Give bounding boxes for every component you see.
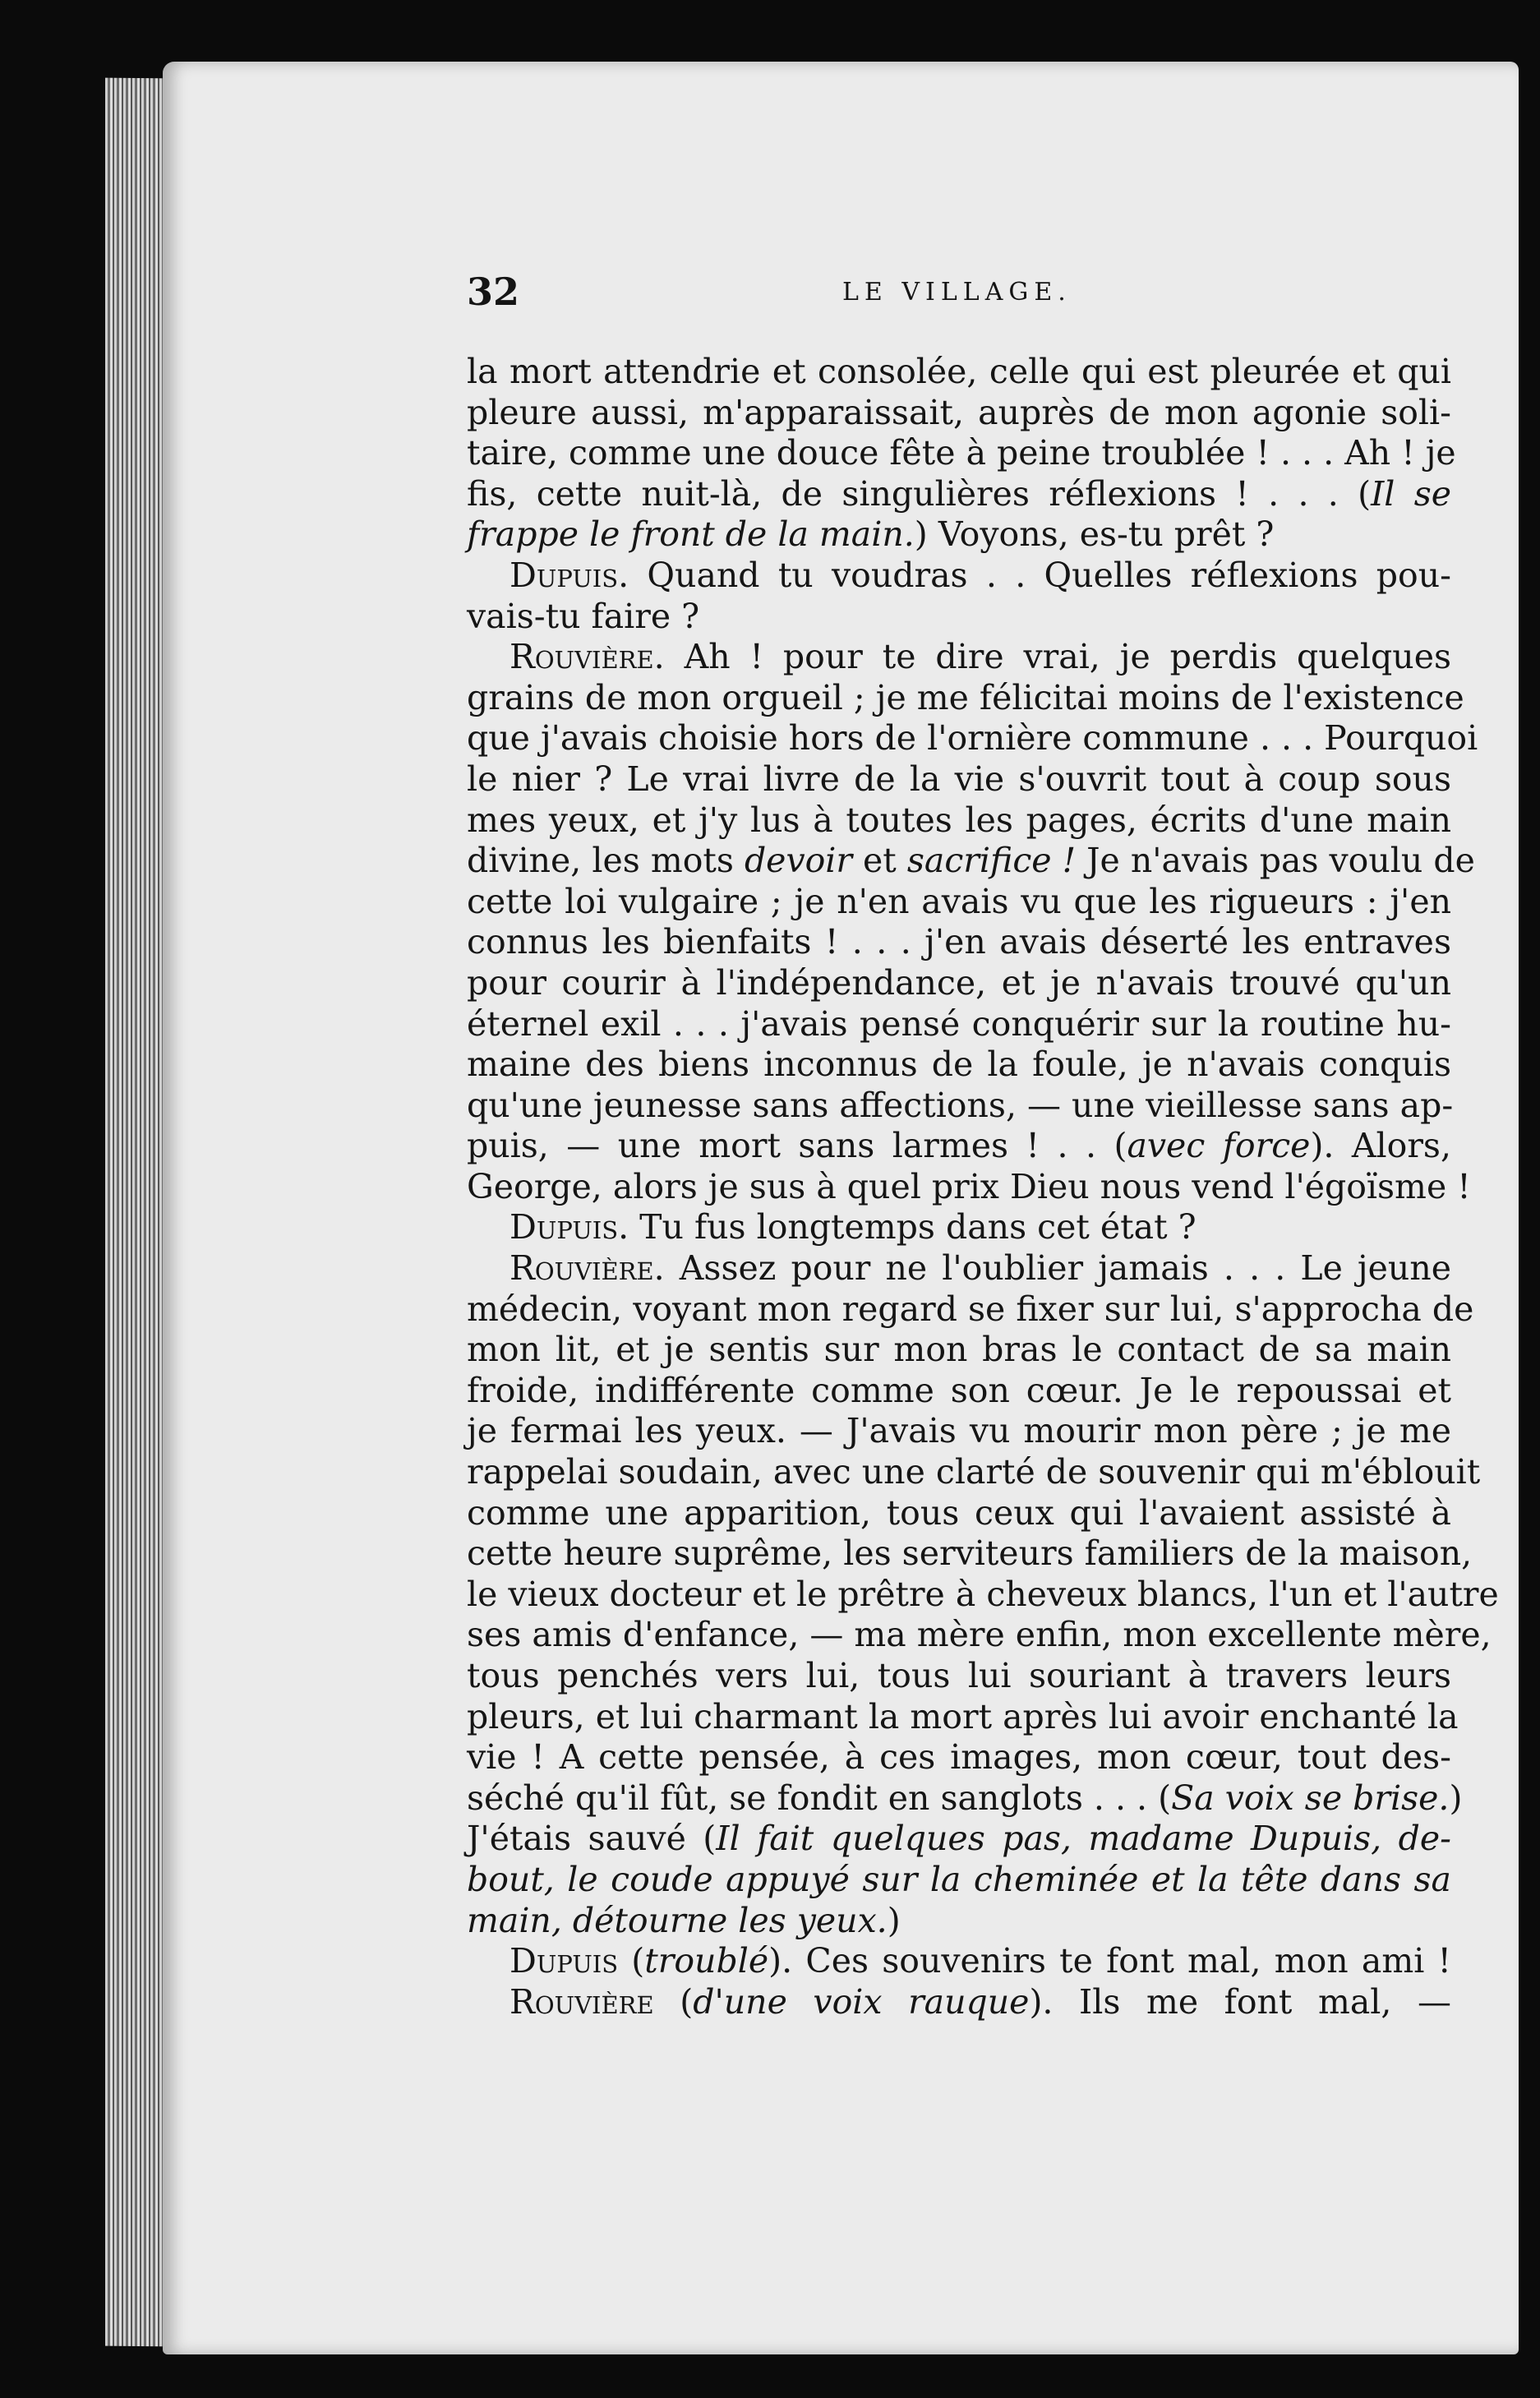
text-span: froide, indifférente comme son cœur. Je le repoussai et — [467, 1370, 1451, 1410]
stage-direction: frappe le front de la main. — [467, 514, 915, 555]
stage-direction: Sa voix se brise. — [1171, 1778, 1450, 1818]
stage-direction: d'une voix rauque — [693, 1981, 1030, 2022]
page-edges — [105, 78, 171, 2347]
text-span: ) Voyons, es-tu prêt ? — [914, 514, 1275, 555]
text-span: ). Ils me font mal, — — [1029, 1981, 1452, 2022]
text-span: qu'une jeunesse sans affections, — une vieillesse sans ap- — [467, 1085, 1454, 1125]
text-line — [467, 474, 1451, 515]
text-line — [467, 1004, 1451, 1045]
text-line — [467, 514, 1451, 556]
speaker-name: Dupuis. — [509, 1207, 629, 1247]
text-line — [467, 1085, 1454, 1127]
text-line — [467, 433, 1456, 474]
speaker-name: Dupuis — [509, 1941, 619, 1981]
text-line — [467, 1982, 1451, 2023]
text-span: je fermai les yeux. — J'avais vu mourir mon père ; je me — [467, 1411, 1451, 1451]
stage-direction: troublé — [644, 1941, 769, 1981]
text-span: ). Alors, — [1310, 1126, 1451, 1166]
running-title: LE VILLAGE. — [842, 278, 1072, 307]
text-line — [467, 637, 1451, 678]
text-line — [467, 1778, 1463, 1819]
stage-direction: devoir — [744, 841, 853, 881]
text-line — [467, 1656, 1451, 1697]
text-span: pour courir à l'indépendance, et je n'avais trouvé qu'un — [467, 962, 1451, 1003]
text-span: la mort attendrie et consolée, celle qui est pleurée et qui — [467, 352, 1451, 391]
text-span: séché qu'il fût, se fondit en sanglots . . . ( — [467, 1778, 1172, 1818]
text-line — [467, 1696, 1459, 1738]
stage-direction: main, détourne les yeux. — [467, 1900, 888, 1940]
text-span: Je n'avais pas voulu de — [1076, 841, 1475, 881]
text-span: Ah ! pour te dire vrai, je perdis quelques — [664, 637, 1451, 677]
text-line — [467, 963, 1451, 1004]
speaker-name: Rouvière — [509, 1981, 654, 2022]
text-line — [467, 759, 1451, 800]
text-span: Assez pour ne l'oublier jamais . . . Le jeune — [664, 1248, 1451, 1289]
text-line — [467, 1941, 1451, 1982]
text-span: éternel exil . . . j'avais pensé conquérir sur la routine hu- — [467, 1003, 1451, 1044]
text-span: vie ! A cette pensée, à ces images, mon cœur, tout des- — [467, 1737, 1451, 1778]
text-span: puis, — une mort sans larmes ! . . ( — [467, 1126, 1127, 1166]
text-span: le vieux docteur et le prêtre à cheveux blancs, l'un et l'autre — [467, 1574, 1499, 1614]
text-span: comme une apparition, tous ceux qui l'avaient assisté à — [467, 1492, 1451, 1533]
page-number: 32 — [467, 270, 520, 314]
text-line — [467, 1166, 1471, 1208]
text-span: ) — [887, 1900, 901, 1940]
text-line — [467, 841, 1475, 882]
text-line — [467, 352, 1451, 393]
text-span: pleurs, et lui charmant la mort après lui avoir enchanté la — [467, 1696, 1459, 1736]
text-line — [467, 1452, 1481, 1493]
text-span: pleure aussi, m'apparaissait, auprès de mon agonie soli- — [467, 392, 1451, 432]
text-span: ( — [618, 1941, 645, 1981]
text-span: ( — [653, 1981, 694, 2022]
text-line — [467, 597, 1451, 638]
text-span: mes yeux, et j'y lus à toutes les pages, écrits d'une main — [467, 800, 1451, 840]
text-line — [467, 882, 1451, 923]
text-line — [467, 718, 1478, 759]
stage-direction: Il se — [1371, 473, 1451, 514]
text-span: George, alors je sus à quel prix Dieu nous vend l'égoïsme ! — [467, 1166, 1471, 1206]
text-line — [467, 1248, 1451, 1289]
speaker-name: Dupuis. — [509, 555, 629, 595]
text-line — [467, 556, 1451, 597]
text-span: le nier ? Le vrai livre de la vie s'ouvrit tout à coup sous — [467, 759, 1451, 799]
text-span: que j'avais choisie hors de l'ornière commune . . . Pourquoi — [467, 718, 1478, 759]
page-header — [467, 270, 1453, 319]
text-line — [467, 1411, 1451, 1452]
text-span: ). Ces souvenirs te font mal, mon ami ! — [768, 1941, 1452, 1981]
text-span: vais-tu faire ? — [467, 596, 700, 636]
text-span: grains de mon orgueil ; je me félicitai moins de l'existence — [467, 677, 1464, 717]
speaker-name: Rouvière. — [509, 1248, 665, 1289]
text-span: maine des biens inconnus de la foule, je n'avais conquis — [467, 1045, 1451, 1085]
text-span: cette loi vulgaire ; je n'en avais vu que les rigueurs : j'en — [467, 881, 1451, 921]
text-span: taire, comme une douce fête à peine troublée ! . . . Ah ! je — [467, 433, 1456, 473]
text-line — [467, 677, 1464, 719]
text-line — [467, 1615, 1492, 1656]
text-line — [467, 1493, 1451, 1534]
text-line — [467, 922, 1451, 963]
text-span: rappelai soudain, avec une clarté de souvenir qui m'éblouit — [467, 1452, 1481, 1492]
text-span: ) — [1449, 1778, 1463, 1818]
text-span: fis, cette nuit-là, de singulières réflexions ! . . . ( — [467, 473, 1372, 514]
text-line — [467, 1371, 1451, 1412]
stage-direction: sacrifice ! — [906, 841, 1077, 881]
text-line — [467, 393, 1451, 434]
text-span: Tu fus longtemps dans cet état ? — [629, 1207, 1196, 1247]
text-span: ses amis d'enfance, — ma mère enfin, mon excellente mère, — [467, 1615, 1492, 1655]
text-line — [467, 1330, 1451, 1371]
text-span: médecin, voyant mon regard se fixer sur lui, s'approcha de — [467, 1289, 1474, 1329]
text-span: divine, les mots — [467, 841, 745, 881]
text-line — [467, 1737, 1451, 1778]
text-span: Quand tu voudras . . Quelles réflexions pou- — [629, 555, 1451, 595]
text-line — [467, 1819, 1451, 1860]
stage-direction: bout, le coude appuyé sur la cheminée et la tête dans sa — [467, 1859, 1451, 1899]
text-line — [467, 1533, 1473, 1575]
text-line — [467, 1289, 1474, 1330]
text-line — [467, 1207, 1451, 1248]
text-line — [467, 1045, 1451, 1086]
text-span: mon lit, et je sentis sur mon bras le contact de sa main — [467, 1330, 1451, 1370]
text-line — [467, 1126, 1451, 1167]
text-span: cette heure suprême, les serviteurs familiers de la maison, — [467, 1533, 1473, 1574]
page-text — [467, 352, 1499, 2022]
speaker-name: Rouvière. — [509, 637, 665, 677]
stage-direction: Il fait quelques pas, madame Dupuis, de- — [716, 1819, 1451, 1859]
text-line — [467, 1860, 1451, 1901]
stage-direction: avec force — [1127, 1126, 1311, 1166]
text-line — [467, 800, 1451, 842]
text-span: J'étais sauvé ( — [467, 1819, 717, 1859]
text-span: et — [852, 841, 907, 881]
text-span: tous penchés vers lui, tous lui souriant à travers leurs — [467, 1656, 1451, 1695]
text-line — [467, 1574, 1499, 1616]
text-span: connus les bienfaits ! . . . j'en avais déserté les entraves — [467, 922, 1451, 962]
text-line — [467, 1901, 1451, 1942]
